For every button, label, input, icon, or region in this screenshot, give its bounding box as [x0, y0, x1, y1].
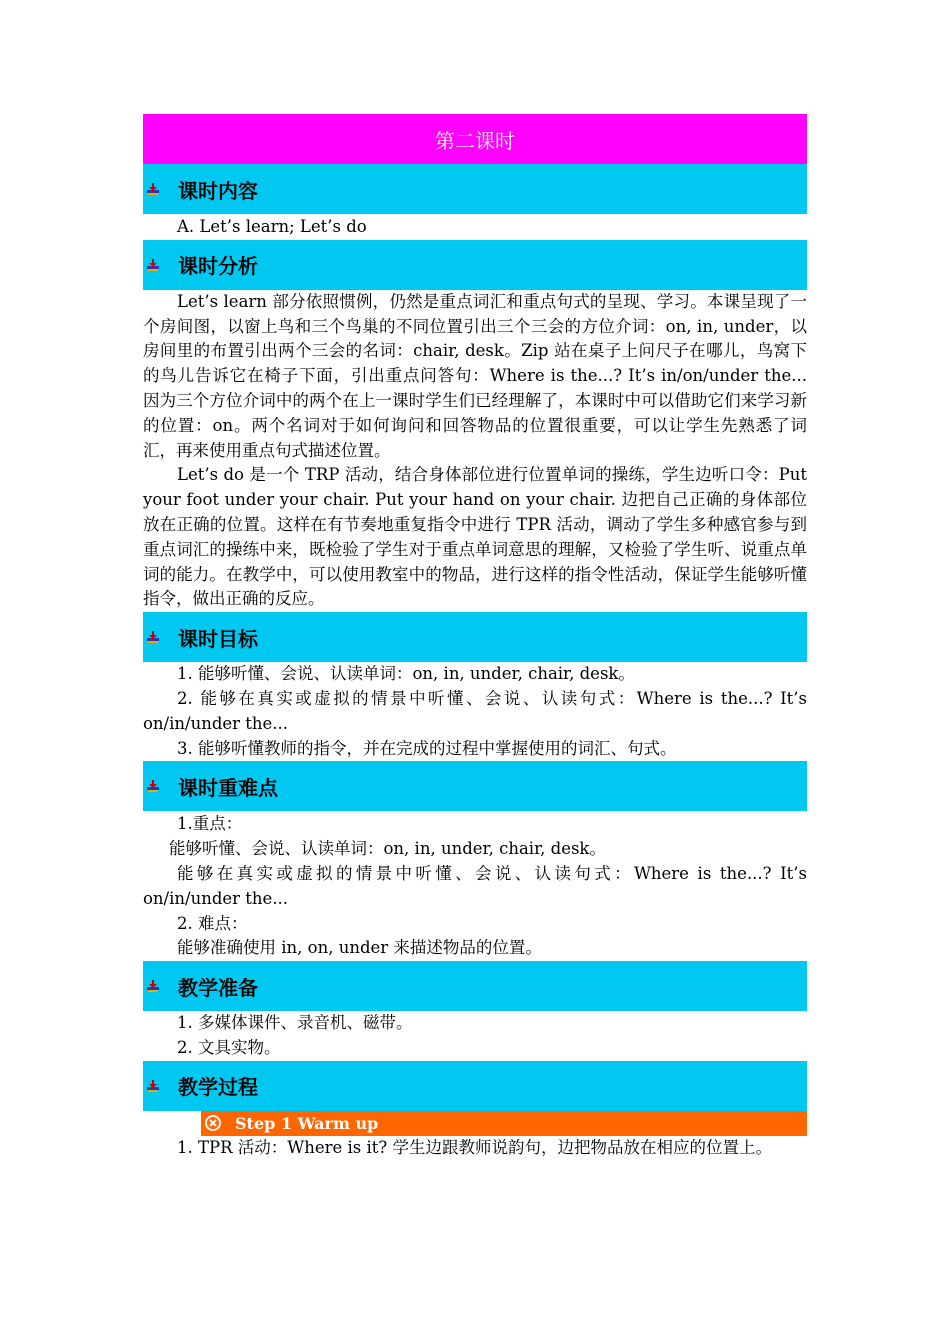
paragraph: 2. 能够在真实或虚拟的情景中听懂、会说、认读句式：Where is the...? It’s on/in/under the... — [143, 688, 807, 733]
paragraph: Let’s learn 部分依照惯例，仍然是重点词汇和重点句式的呈现、学习。本课呈现了一个房间图，以窗上鸟和三个鸟巢的不同位置引出三个三会的方位介词：on, in, under，以房间里的布置引出两个三会的名词：chair, desk。Zip 站在桌子上问尺子在哪儿，鸟窝下的鸟儿告诉它在椅子下面，引出重点问答句：Where is the...? It’s in/on/under the... 因为三个方位介词中的两个在上一课时学生们已经理解了，本课时中可以借助它们来学习新的位置：on。两个名词对于如何询问和回答物品的位置很重要，可以让学生先熟悉了词汇，再来使用重点句式描述位置。 — [143, 291, 807, 460]
lesson-title-bar — [143, 114, 807, 164]
section-heading-objectives — [143, 612, 807, 662]
document-page — [143, 114, 807, 1161]
section-heading-label: 课时分析 — [178, 254, 258, 279]
section-heading-label: 课时目标 — [178, 626, 258, 651]
section-heading-analysis — [143, 240, 807, 290]
paragraph: 2. 难点： — [177, 913, 248, 933]
paragraph: 能够听懂、会说、认读单词：on, in, under, chair, desk。 — [169, 839, 606, 859]
section-heading-key-points — [143, 761, 807, 811]
step-heading — [201, 1111, 807, 1136]
paragraph: A. Let’s learn; Let’s do — [177, 217, 367, 236]
paragraph: 2. 文具实物。 — [177, 1037, 281, 1057]
book-icon — [146, 979, 160, 993]
step-label: Step 1 Warm up — [235, 1113, 379, 1133]
paragraph: 能够在真实或虚拟的情景中听懂、会说、认读句式：Where is the...? It’s on/in/under the... — [143, 863, 807, 908]
section-heading-label: 教学过程 — [178, 1075, 258, 1100]
paragraph: Let’s do 是一个 TRP 活动，结合身体部位进行位置单词的操练，学生边听口令：Put your foot under your chair. Put your hand on your chair. 边把自己正确的身体部位放在正确的位置。这样在有节奏地重复指令中进行 TPR 活动，调动了学生多种感官参与到重点词汇的操练中来，既检验了学生对于重点单词意思的理解，又检验了学生听、说重点单词的能力。在教学中，可以使用教室中的物品，进行这样的指令性活动，保证学生能够听懂指令，做出正确的反应。 — [143, 465, 807, 609]
book-icon — [146, 182, 160, 196]
paragraph: 1. 多媒体课件、录音机、磁带。 — [177, 1013, 413, 1033]
paragraph: 1.重点： — [177, 814, 243, 834]
section-body-objectives — [143, 662, 807, 761]
section-body-content — [143, 215, 807, 240]
section-heading-content — [143, 164, 807, 214]
book-icon — [146, 258, 160, 272]
paragraph: 能够准确使用 in, on, under 来描述物品的位置。 — [177, 938, 542, 958]
section-body-analysis — [143, 290, 807, 612]
plus-circle-icon — [205, 1115, 221, 1131]
section-body-preparation — [143, 1011, 807, 1061]
lesson-title: 第二课时 — [435, 128, 515, 153]
section-heading-preparation — [143, 961, 807, 1011]
section-heading-label: 教学准备 — [178, 975, 258, 1000]
book-icon — [146, 630, 160, 644]
section-heading-procedure — [143, 1061, 807, 1111]
book-icon — [146, 1079, 160, 1093]
paragraph: 1. TPR 活动：Where is it? 学生边跟教师说韵句，边把物品放在相应的位置上。 — [177, 1137, 772, 1157]
paragraph: 1. 能够听懂、会说、认读单词：on, in, under, chair, desk。 — [177, 664, 635, 684]
paragraph: 3. 能够听懂教师的指令，并在完成的过程中掌握使用的词汇、句式。 — [177, 738, 677, 758]
section-heading-label: 课时内容 — [178, 178, 258, 203]
section-body-key-points — [143, 812, 807, 961]
book-icon — [146, 779, 160, 793]
section-heading-label: 课时重难点 — [178, 775, 278, 800]
